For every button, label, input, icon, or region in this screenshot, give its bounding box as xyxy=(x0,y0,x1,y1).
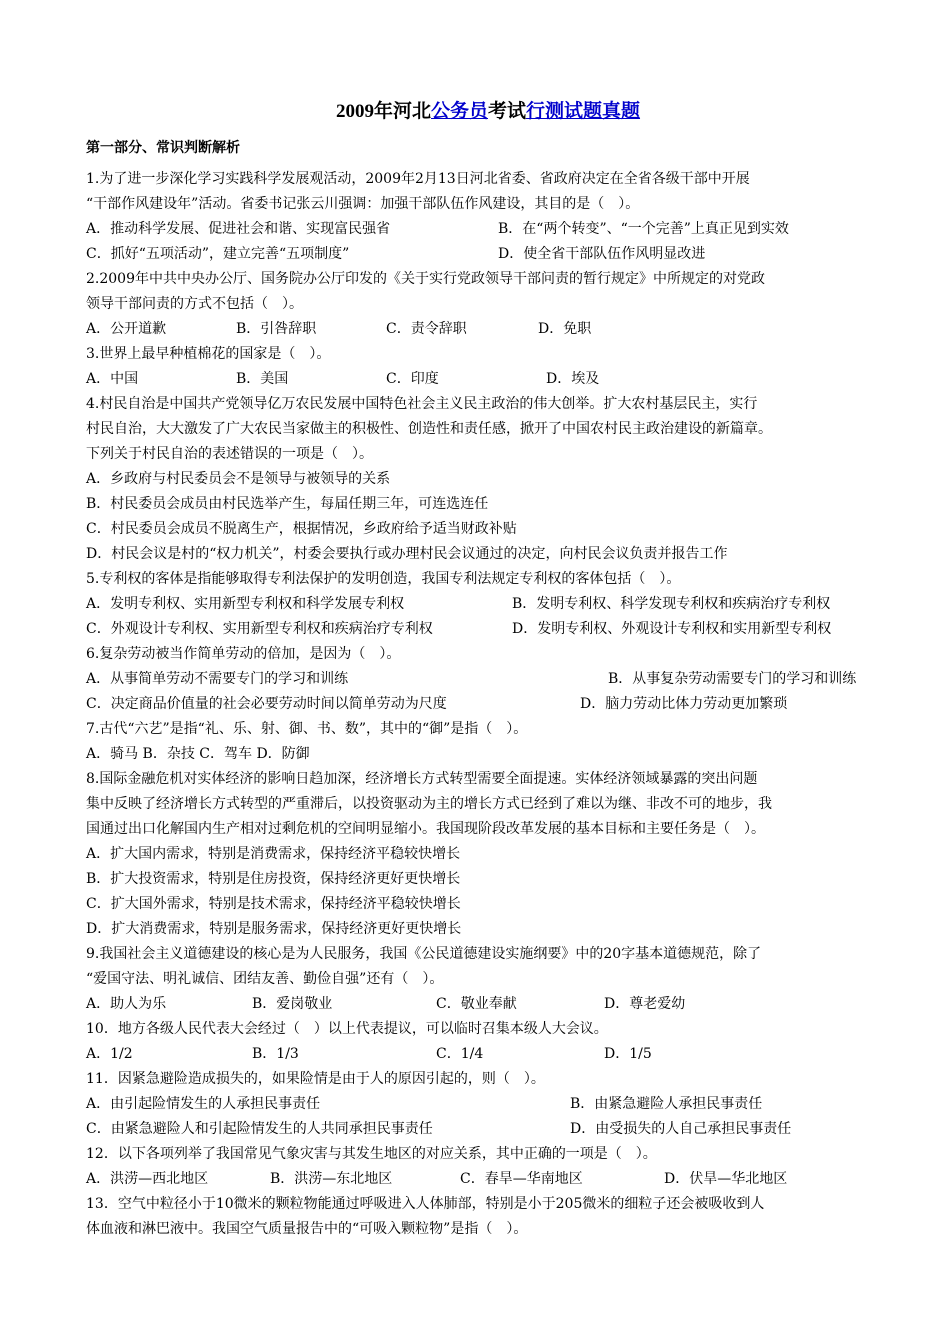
q5-option-c: C．外观设计专利权、实用新型专利权和疾病治疗专利权 xyxy=(86,621,433,637)
q8-option-c: C．扩大国外需求，特别是技术需求，保持经济平稳较快增长 xyxy=(86,896,461,912)
q6-option-c: C．决定商品价值量的社会必要劳动时间以简单劳动为尺度 xyxy=(86,696,447,712)
q8-option-d: D．扩大消费需求，特别是服务需求，保持经济更好更快增长 xyxy=(86,921,462,937)
q12-stem-line-1: 12．以下各项列举了我国常见气象灾害与其发生地区的对应关系，其中正确的一项是（ ）。 xyxy=(86,1146,657,1162)
q3-option-b: B．美国 xyxy=(236,371,289,387)
q12-option-a: A．洪涝—西北地区 xyxy=(86,1171,209,1187)
q10-option-c: C．1/4 xyxy=(436,1046,484,1062)
q5-option-a: A．发明专利权、实用新型专利权和科学发展专利权 xyxy=(86,596,405,612)
q10-option-a: A．1/2 xyxy=(86,1046,133,1062)
q9-option-b: B．爱岗敬业 xyxy=(252,996,333,1012)
q8-stem-line-2: 集中反映了经济增长方式转型的严重滞后，以投资驱动为主的增长方式已经到了难以为继、非改不可的地步，我 xyxy=(86,796,772,812)
q2-stem-line-2: 领导干部问责的方式不包括（ ）。 xyxy=(86,296,303,312)
q9-options xyxy=(86,992,890,1017)
q11-options-row-1 xyxy=(86,1092,890,1117)
q6-options-row-2 xyxy=(86,692,890,717)
q6-option-a: A．从事简单劳动不需要专门的学习和训练 xyxy=(86,671,349,687)
q3-option-c: C．印度 xyxy=(386,371,439,387)
q9-option-a: A．助人为乐 xyxy=(86,996,167,1012)
q2-option-b: B．引咎辞职 xyxy=(236,321,317,337)
q3-option-d: D．埃及 xyxy=(546,371,600,387)
document-title xyxy=(86,96,890,123)
q6-option-b: B．从事复杂劳动需要专门的学习和训练 xyxy=(608,671,857,687)
title-link-exam-questions[interactable]: 行测试题真题 xyxy=(526,101,641,122)
q4-option-a: A．乡政府与村民委员会不是领导与被领导的关系 xyxy=(86,471,391,487)
q6-options-row-1 xyxy=(86,667,890,692)
q2-option-d: D．免职 xyxy=(538,321,592,337)
q11-option-a: A．由引起险情发生的人承担民事责任 xyxy=(86,1096,321,1112)
q3-option-a: A．中国 xyxy=(86,371,139,387)
q8-option-a: A．扩大国内需求，特别是消费需求，保持经济平稳较快增长 xyxy=(86,846,461,862)
q10-option-d: D．1/5 xyxy=(604,1046,652,1062)
q1-option-b: B．在“两个转变”、“一个完善”上真正见到实效 xyxy=(498,221,789,237)
q8-stem-line-1: 8.国际金融危机对实体经济的影响日趋加深，经济增长方式转型需要全面提速。实体经济领域暴露的突出问题 xyxy=(86,771,758,787)
q4-option-c: C．村民委员会成员不脱离生产，根据情况，乡政府给予适当财政补贴 xyxy=(86,521,517,537)
q8-stem-line-3: 国通过出口化解国内生产相对过剩危机的空间明显缩小。我国现阶段改革发展的基本目标和主要任务是（ ）。 xyxy=(86,821,765,837)
q10-option-b: B．1/3 xyxy=(252,1046,299,1062)
q9-option-c: C．敬业奉献 xyxy=(436,996,517,1012)
title-text: 2009年河北 xyxy=(335,101,431,122)
q11-option-b: B．由紧急避险人承担民事责任 xyxy=(570,1096,763,1112)
q12-option-c: C．春旱—华南地区 xyxy=(460,1171,583,1187)
q4-stem-line-3: 下列关于村民自治的表述错误的一项是（ ）。 xyxy=(86,446,373,462)
q4-stem-line-2: 村民自治，大大激发了广大农民当家做主的积极性、创造性和责任感，掀开了中国农村民主政治建设的新篇章。 xyxy=(86,421,772,437)
section-heading: 第一部分、常识判断解析 xyxy=(86,140,240,156)
q5-options-row-2 xyxy=(86,617,890,642)
q1-options-row-1 xyxy=(86,217,890,242)
q1-options-row-2 xyxy=(86,242,890,267)
q1-option-a: A．推动科学发展、促进社会和谐、实现富民强省 xyxy=(86,221,391,237)
q3-options xyxy=(86,367,890,392)
q10-stem-line-1: 10．地方各级人民代表大会经过（ ）以上代表提议，可以临时召集本级人大会议。 xyxy=(86,1021,608,1037)
q9-option-d: D．尊老爱幼 xyxy=(604,996,686,1012)
q5-option-d: D．发明专利权、外观设计专利权和实用新型专利权 xyxy=(512,621,832,637)
q6-stem-line-1: 6.复杂劳动被当作简单劳动的倍加，是因为（ ）。 xyxy=(86,646,401,662)
q1-stem-line-1: 1.为了进一步深化学习实践科学发展观活动，2009年2月13日河北省委、省政府决定在全省各级干部中开展 xyxy=(86,171,750,187)
q13-stem-line-2: 体血液和淋巴液中。我国空气质量报告中的“可吸入颗粒物”是指（ ）。 xyxy=(86,1221,528,1237)
q11-options-row-2 xyxy=(86,1117,890,1142)
q13-stem-line-1: 13．空气中粒径小于10微米的颗粒物能通过呼吸进入人体肺部，特别是小于205微米的细粒子还会被吸收到人 xyxy=(86,1196,765,1212)
q9-stem-line-2: “爱国守法、明礼诚信、团结友善、勤俭自强”还有（ ）。 xyxy=(86,971,444,987)
q2-option-c: C．责令辞职 xyxy=(386,321,467,337)
q5-stem-line-1: 5.专利权的客体是指能够取得专利法保护的发明创造，我国专利法规定专利权的客体包括（ ）。 xyxy=(86,571,681,587)
q5-options-row-1 xyxy=(86,592,890,617)
q11-option-d: D．由受损失的人自己承担民事责任 xyxy=(570,1121,792,1137)
q12-options xyxy=(86,1167,890,1192)
q4-option-d: D．村民会议是村的“权力机关”，村委会要执行或办理村民会议通过的决定，向村民会议负责并报告工作 xyxy=(86,546,728,562)
q6-option-d: D．脑力劳动比体力劳动更加繁琐 xyxy=(580,696,788,712)
q4-stem-line-1: 4.村民自治是中国共产党领导亿万农民发展中国特色社会主义民主政治的伟大创举。扩大农村基层民主，实行 xyxy=(86,396,758,412)
q8-option-b: B．扩大投资需求，特别是住房投资，保持经济更好更快增长 xyxy=(86,871,461,887)
q1-option-c: C．抓好“五项活动”，建立完善“五项制度” xyxy=(86,246,350,262)
q3-stem-line-1: 3.世界上最早种植棉花的国家是（ ）。 xyxy=(86,346,331,362)
q4-option-b: B．村民委员会成员由村民选举产生，每届任期三年，可连选连任 xyxy=(86,496,489,512)
q11-option-c: C．由紧急避险人和引起险情发生的人共同承担民事责任 xyxy=(86,1121,433,1137)
q5-option-b: B．发明专利权、科学发现专利权和疾病治疗专利权 xyxy=(512,596,831,612)
q11-stem-line-1: 11．因紧急避险造成损失的，如果险情是由于人的原因引起的，则（ ）。 xyxy=(86,1071,545,1087)
q1-option-d: D．使全省干部队伍作风明显改进 xyxy=(498,246,706,262)
q12-option-d: D．伏旱—华北地区 xyxy=(664,1171,788,1187)
q7-stem-line-1: 7.古代“六艺”是指“礼、乐、射、御、书、数”，其中的“御”是指（ ）。 xyxy=(86,721,528,737)
q10-options xyxy=(86,1042,890,1067)
title-link-civil-servant[interactable]: 公务员 xyxy=(430,101,488,122)
title-text-exam: 考试 xyxy=(488,101,527,122)
q2-options xyxy=(86,317,890,342)
q12-option-b: B．洪涝—东北地区 xyxy=(270,1171,393,1187)
q7-options: A．骑马 B．杂技 C．驾车 D．防御 xyxy=(86,746,310,762)
q2-option-a: A．公开道歉 xyxy=(86,321,167,337)
q2-stem-line-1: 2.2009年中共中央办公厅、国务院办公厅印发的《关于实行党政领导干部问责的暂行规定》中所规定的对党政 xyxy=(86,271,765,287)
q1-stem-line-2: “干部作风建设年”活动。省委书记张云川强调：加强干部队伍作风建设，其目的是（ ）。 xyxy=(86,196,640,212)
q9-stem-line-1: 9.我国社会主义道德建设的核心是为人民服务，我国《公民道德建设实施纲要》中的20字基本道德规范，除了 xyxy=(86,946,762,962)
